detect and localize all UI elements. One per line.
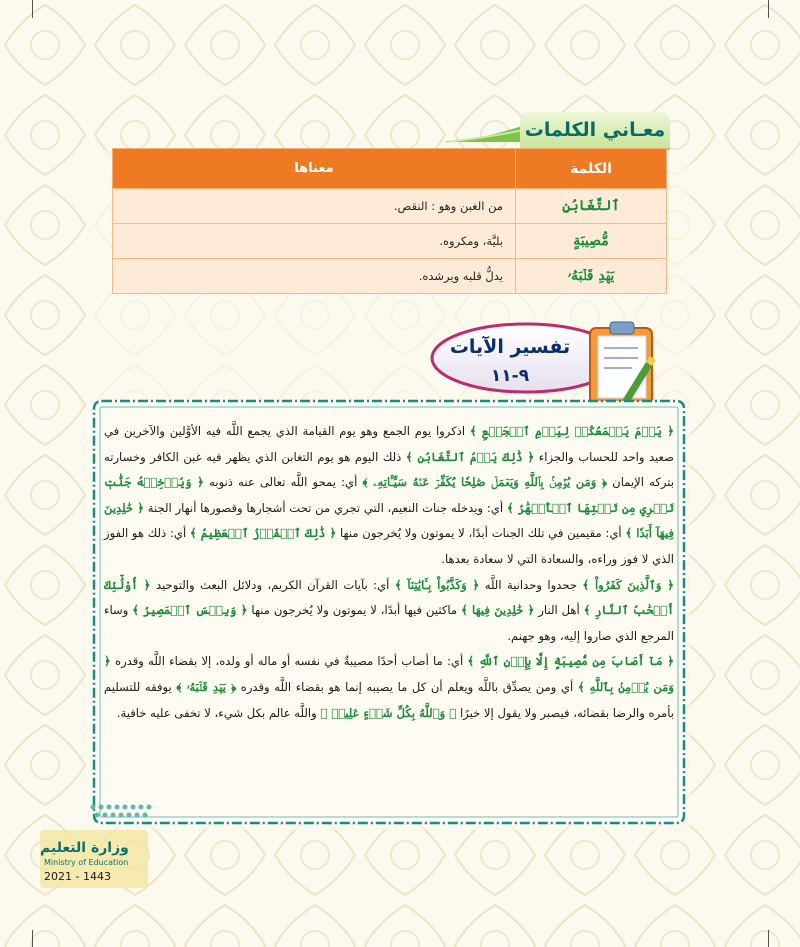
ayah-quote: ﴿ وَبِئۡسَ ٱلۡمَصِيرُ ﴾ bbox=[132, 603, 248, 618]
ayah-quote: ﴿ ذَٰلِكَ يَوۡمُ ٱلتَّغَابُنِ ﴾ bbox=[405, 449, 535, 464]
tafsir-paragraph bbox=[104, 649, 674, 726]
tafsir-paragraph bbox=[104, 573, 674, 650]
explanation-text: يوفقه للتسليم بأمره والرضا بقضائه، فيصبر ولا يقول إلا خيرًا bbox=[104, 679, 674, 720]
explanation-text: واللَّه عالم بكل شيء، لا تخفى عليه خافية. bbox=[116, 705, 321, 720]
crop-mark-bottom-left bbox=[32, 930, 33, 947]
explanation-text: أي: ويدخله جنات النعيم، التي تجري من تحت أشجارها وقصورها أنهار الجنة bbox=[144, 500, 507, 515]
ayah-quote: ﴿ وَمَن يُؤۡمِنۢ بِٱللَّهِ ﴾ bbox=[104, 654, 674, 694]
ayah-quote: ﴿ يَهۡدِ قَلۡبَهُۥ ﴾ bbox=[176, 679, 237, 694]
tafsir-paragraph bbox=[104, 419, 674, 573]
table-row bbox=[113, 259, 667, 294]
meaning-cell: من الغبن وهو : النقص. bbox=[113, 189, 516, 224]
ayah-quote: ﴿ خَٰلِدِينَ فِيهَآ أَبَدٗا ﴾ bbox=[104, 500, 674, 541]
word-cell: ٱلتَّغَابُنِ bbox=[516, 189, 667, 224]
vocabulary-table bbox=[112, 148, 667, 294]
tafsir-ayah-range: ٩-١١ bbox=[490, 366, 530, 386]
explanation-text: جحدوا وحدانية اللَّه bbox=[479, 577, 583, 592]
ministry-name-en: Ministry of Education bbox=[44, 858, 129, 867]
vocabulary-header-row bbox=[113, 149, 667, 189]
ayah-quote: ﴿ وَمَن يُؤۡمِنۢ بِٱللَّهِ وَيَعۡمَلۡ صَٰلِحٗا يُكَفِّرۡ عَنۡهُ سَيِّـَٔاتِهِۦ ﴾ bbox=[362, 475, 608, 490]
explanation-text: أي: بآيات القرآن الكريم، ودلائل البعث والتوحيد bbox=[150, 577, 395, 592]
tafsir-text bbox=[104, 419, 674, 726]
ayah-quote: ﴿ وَكَذَّبُواْ بِـَٔايَٰتِنَآ ﴾ bbox=[394, 577, 480, 592]
explanation-text: أي: ذلك هو الفوز الذي لا فوز وراءه، والسعادة التي لا سعادة بعدها. bbox=[104, 526, 674, 566]
explanation-text: ذلك اليوم هو يوم التغابن الذي يظهر فيه غبن الكافر وخسارته بتركه الإيمان bbox=[104, 449, 674, 490]
explanation-text: أي ومن يصدِّق باللَّه ويعلم أن كل ما يصيبه إنما هو بقضاء اللَّه وقدره bbox=[236, 679, 578, 694]
word-cell: يَهۡدِ قَلۡبَهُۥ bbox=[516, 259, 667, 294]
explanation-text: وساء المرجع الذي صاروا إليه، وهو جهنم. bbox=[104, 603, 674, 643]
word-column-header: الكلمة bbox=[516, 149, 667, 189]
explanation-text: أي: يمحو اللَّه تعالى عنه ذنوبه bbox=[203, 475, 363, 490]
ministry-name-ar: وزارة التعليم bbox=[40, 840, 129, 856]
ayah-quote: ﴿ أُوْلَٰٓئِكَ أَصۡحَٰبُ ٱلنَّارِ ﴾ bbox=[104, 577, 674, 618]
ayah-quote: ﴿ وَٱللَّهُ بِكُلِّ شَيۡءٍ عَلِيمٞ ﴾ bbox=[320, 705, 457, 720]
ayah-quote: ﴿ وَيُدۡخِلۡهُ جَنَّٰتٖ تَجۡرِي مِن تَحۡتِهَا ٱلۡأَنۡهَٰرُ ﴾ bbox=[104, 475, 674, 515]
explanation-text: أهل النار bbox=[534, 603, 584, 618]
ayah-quote: ﴿ يَوۡمَ يَجۡمَعُكُمۡ لِيَوۡمِ ٱلۡجَمۡعِ ﴾ bbox=[469, 424, 674, 438]
meaning-cell: بليَّة، ومكروه. bbox=[113, 224, 516, 259]
ayah-quote: ﴿ مَآ أَصَابَ مِن مُّصِيبَةٍ إِلَّا بِإِذۡنِ ٱللَّهِ ﴾ bbox=[467, 654, 674, 669]
explanation-text: أي: مقيمين في تلك الجنات أبدًا، لا يموتون ولا يُخرجون منها bbox=[336, 526, 626, 541]
tafsir-text-box bbox=[90, 397, 688, 827]
word-cell: مُّصِيبَةٍ bbox=[516, 224, 667, 259]
explanation-text: اذكروا يوم الجمع وهو يوم القيامة الذي يجمع اللَّه فيه الأوَّلين والآخرين في صعيد واحد للحساب والجزاء bbox=[104, 424, 674, 464]
meaning-cell: يدلُّ قلبه ويرشده. bbox=[113, 259, 516, 294]
vocabulary-title: معـاني الكلمات bbox=[520, 112, 670, 148]
crop-mark-top-left bbox=[32, 0, 33, 18]
meaning-column-header: معناها bbox=[113, 149, 516, 189]
ayah-quote: ﴿ وَٱلَّذِينَ كَفَرُواْ ﴾ bbox=[582, 577, 675, 592]
crop-mark-bottom-right bbox=[768, 930, 769, 947]
explanation-text: ماكثين فيها أبدًا، لا يموتون ولا يُخرجون منها bbox=[247, 603, 461, 618]
table-row bbox=[113, 224, 667, 259]
table-row bbox=[113, 189, 667, 224]
ayah-quote: ﴿ ذَٰلِكَ ٱلۡفَوۡزُ ٱلۡعَظِيمُ ﴾ bbox=[189, 526, 337, 541]
explanation-text: أي: ما أصاب أحدًا مصيبةٌ في نفسه أو ماله أو ولده، إلا بقضاء اللَّه وقدره bbox=[110, 654, 468, 669]
tafsir-title: تفسير الآيات bbox=[449, 336, 571, 358]
edition-year: 2021 - 1443 bbox=[44, 870, 111, 883]
ayah-quote: ﴿ خَٰلِدِينَ فِيهَا ﴾ bbox=[461, 603, 535, 618]
crop-mark-top-right bbox=[768, 0, 769, 18]
